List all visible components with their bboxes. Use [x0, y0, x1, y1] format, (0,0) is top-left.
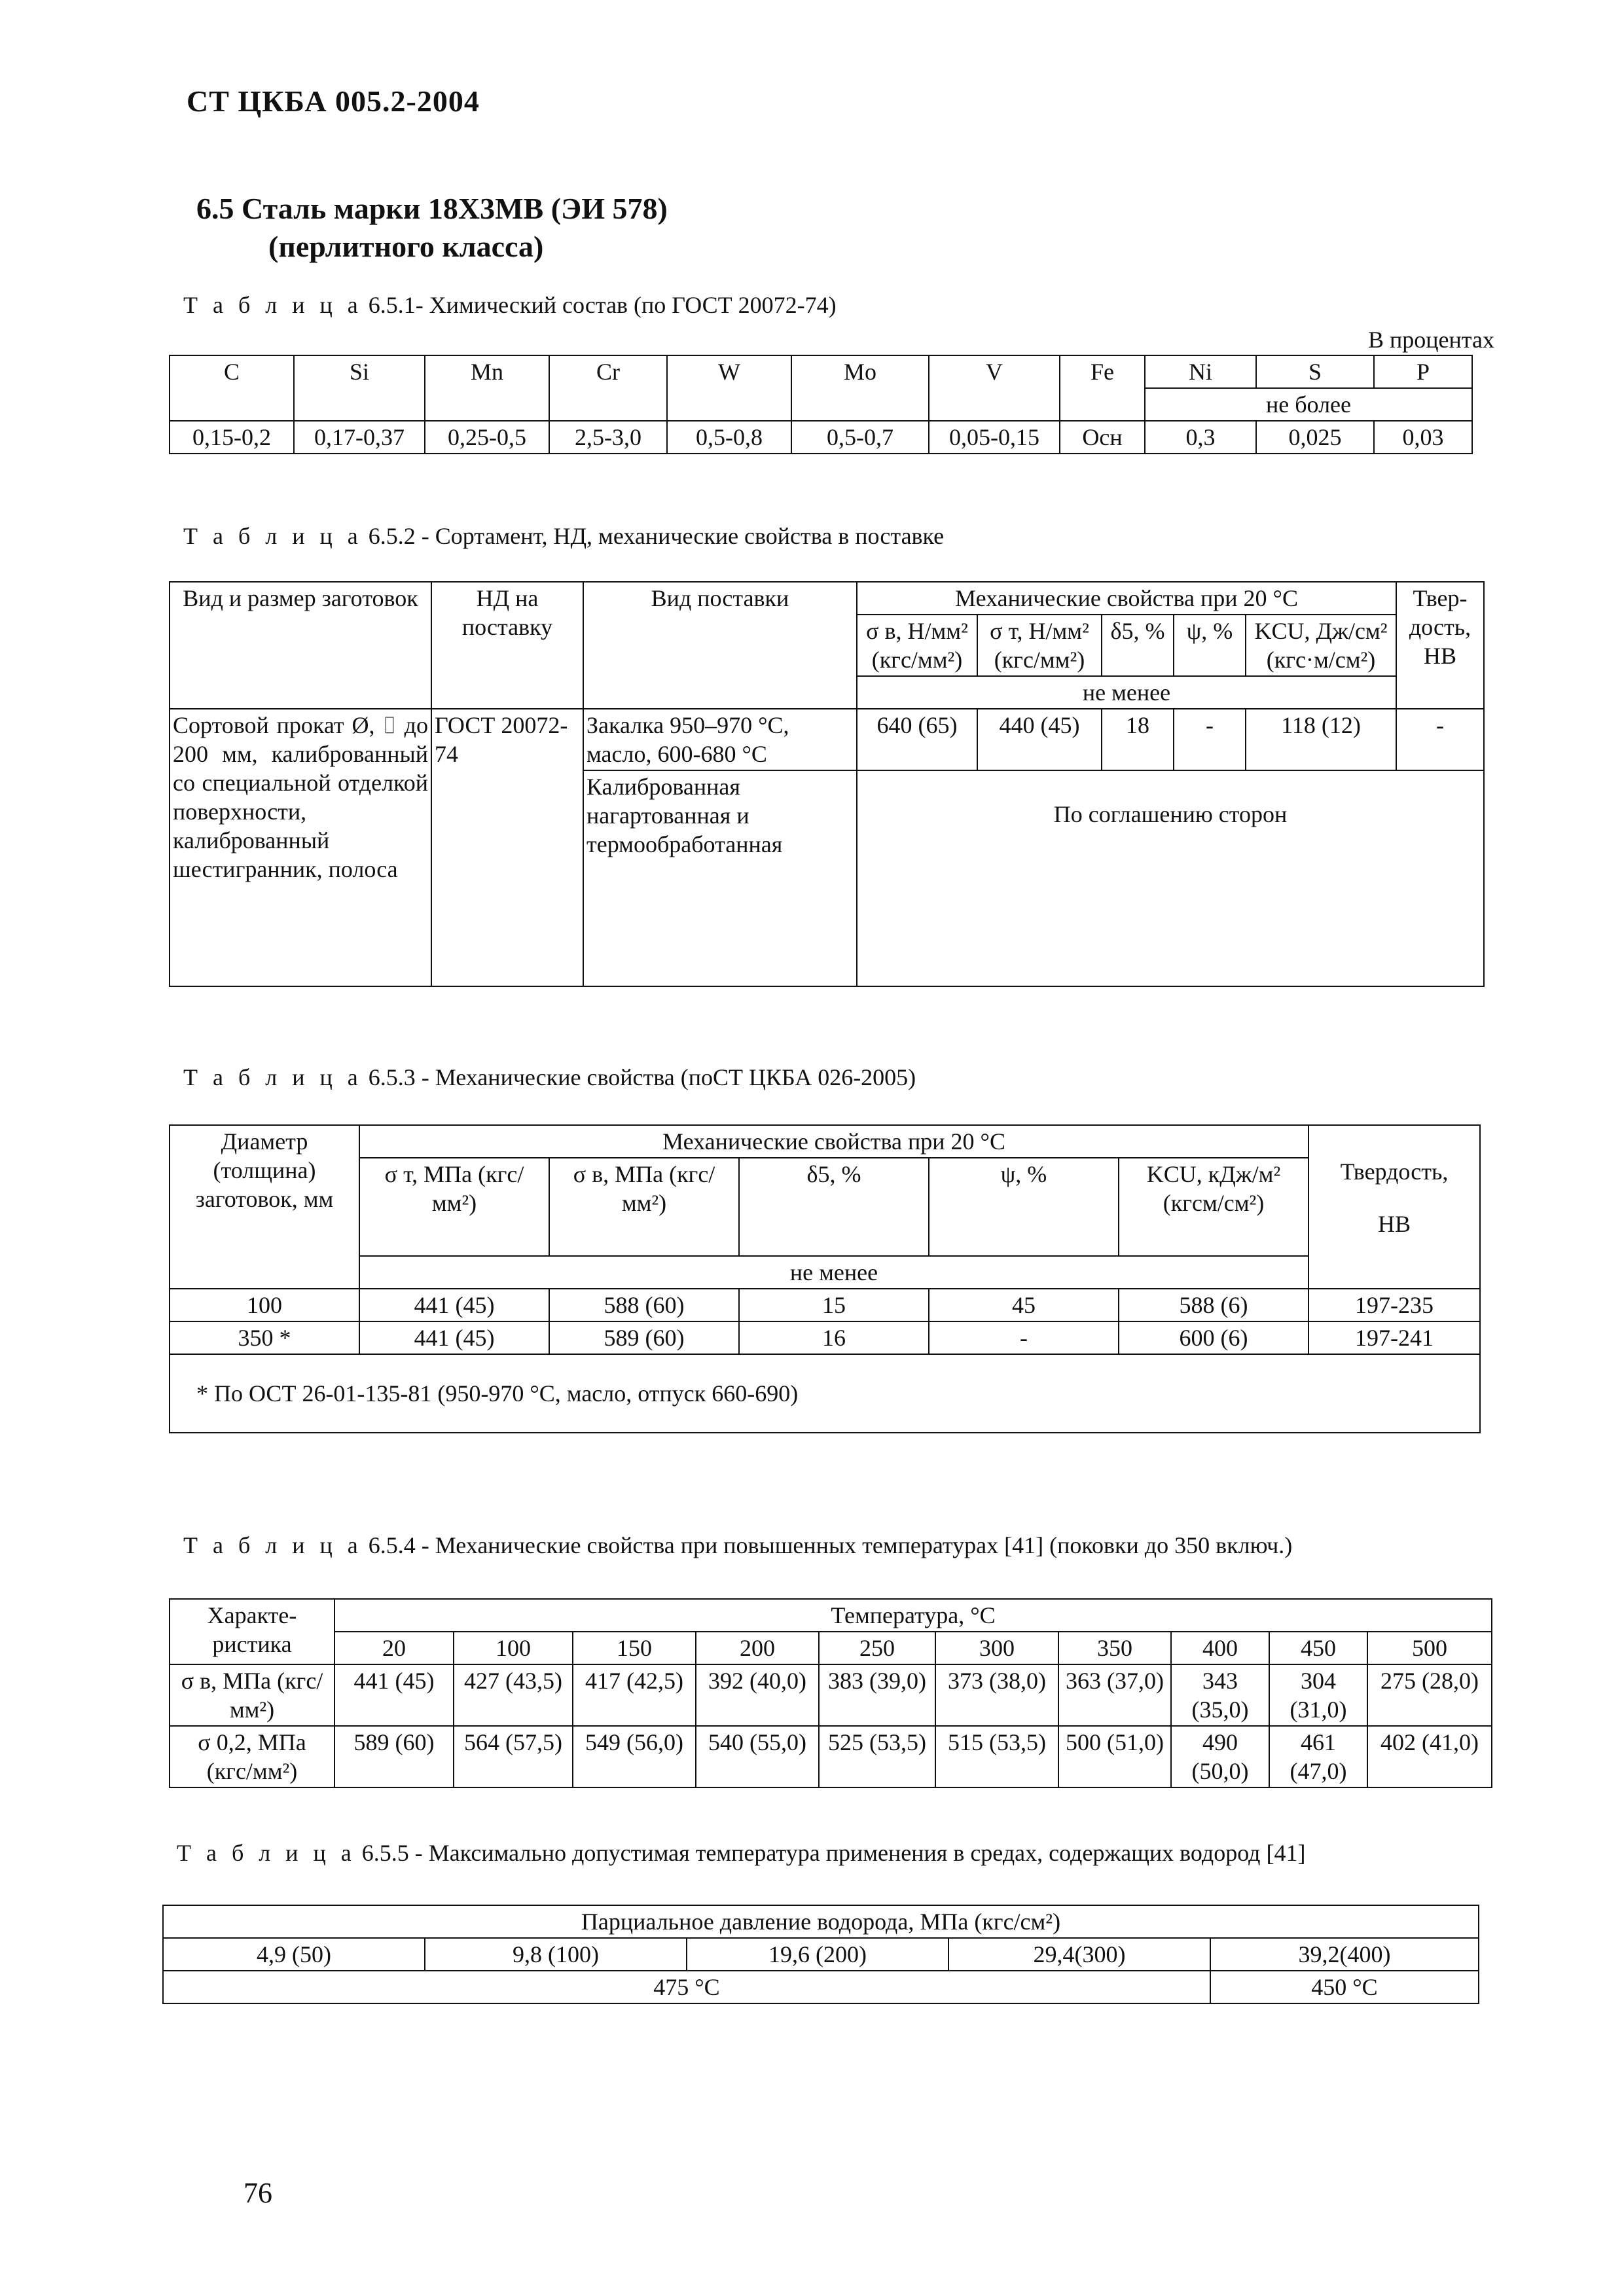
table-6-5-5: [162, 1905, 1479, 2004]
t2-row-agreement: По соглашению сторон: [857, 770, 1484, 986]
t4-row1-value: 304 (31,0): [1269, 1664, 1367, 1726]
t4-row1-label: σ в, МПа (кгс/мм²): [170, 1664, 334, 1726]
t1-header-cell: V: [929, 355, 1060, 421]
table-6-5-1: [169, 355, 1473, 454]
t4-temp: 350: [1058, 1632, 1171, 1664]
t3-footnote: * По ОСТ 26-01-135-81 (950-970 °С, масло, отпуск 660-690): [170, 1354, 1480, 1433]
table-6-5-2: [169, 581, 1485, 987]
table-6-5-4: [169, 1598, 1492, 1788]
t4-row2-label: σ 0,2, МПа (кгс/мм²): [170, 1726, 334, 1787]
t1-value: Осн: [1060, 421, 1145, 454]
t4-row1-value: 392 (40,0): [696, 1664, 819, 1726]
t4-row2-value: 589 (60): [334, 1726, 454, 1787]
t1-header-cell: C: [170, 355, 294, 421]
page-number: 76: [244, 2177, 272, 2209]
t2-head-psi: ψ, %: [1174, 615, 1246, 676]
t4-row1-value: 275 (28,0): [1367, 1664, 1492, 1726]
t1-header-cell: Fe: [1060, 355, 1145, 421]
t3-cell-hardness: 197-235: [1308, 1289, 1480, 1321]
t3-head-hardness-unit: НВ: [1378, 1211, 1411, 1237]
t4-row1-value: 373 (38,0): [935, 1664, 1058, 1726]
t3-head-hardness: [1308, 1125, 1480, 1289]
t4-row2-value: 490 (50,0): [1171, 1726, 1269, 1787]
table-6-5-1-unit: В процентах: [1368, 327, 1494, 353]
t4-temp: 400: [1171, 1632, 1269, 1664]
document-code: СТ ЦКБА 005.2-2004: [187, 84, 480, 118]
t4-row2-value: 461 (47,0): [1269, 1726, 1367, 1787]
t4-temp: 250: [819, 1632, 935, 1664]
t5-temp-1: 475 °С: [163, 1971, 1210, 2003]
t2-row-kcu: 118 (12): [1246, 709, 1396, 770]
t1-value: 0,03: [1374, 421, 1472, 454]
t2-row-vid: Сортовой прокат Ø, ⌷ до 200 мм, калиброванный со специальной отделкой поверхности, калиброванный шестигранник, полоса: [170, 709, 431, 986]
t5-head-pressure: Парциальное давление водорода, МПа (кгс/см²): [163, 1905, 1479, 1938]
t5-pressure: 9,8 (100): [425, 1938, 687, 1971]
table-6-5-3-caption: Т а б л и ц а 6.5.3 - Механические свойства (поСТ ЦКБА 026-2005): [183, 1064, 916, 1090]
t3-head-mech: Механические свойства при 20 °С: [359, 1125, 1308, 1158]
t4-temp: 100: [454, 1632, 573, 1664]
t3-head-not-less: не менее: [359, 1256, 1308, 1289]
t1-value: 0,5-0,7: [791, 421, 929, 454]
t4-temp: 20: [334, 1632, 454, 1664]
t4-row2-value: 500 (51,0): [1058, 1726, 1171, 1787]
t4-row2-value: 525 (53,5): [819, 1726, 935, 1787]
t1-subheader: не более: [1145, 388, 1472, 421]
t2-head-sigma-b: σ в, Н/мм² (кгс/мм²): [857, 615, 977, 676]
t4-row1-value: 363 (37,0): [1058, 1664, 1171, 1726]
section-title: [196, 190, 668, 266]
t4-row2-value: 402 (41,0): [1367, 1726, 1492, 1787]
t2-head-vid: Вид и размер заготовок: [170, 582, 431, 709]
t2-row-delta: 18: [1102, 709, 1174, 770]
section-title-line2: (перлитного класса): [268, 230, 544, 263]
t2-head-hardness: Твер-дость, НВ: [1396, 582, 1484, 709]
t4-row1-value: 427 (43,5): [454, 1664, 573, 1726]
t5-pressure: 39,2(400): [1210, 1938, 1479, 1971]
t2-head-not-less: не менее: [857, 676, 1396, 709]
table-6-5-4-caption: Т а б л и ц а 6.5.4 - Механические свойства при повышенных температурах [41] (поковки до 350 включ.): [183, 1532, 1293, 1558]
t5-pressure: 4,9 (50): [163, 1938, 425, 1971]
t3-cell-delta: 15: [739, 1289, 929, 1321]
t3-cell-psi: -: [929, 1321, 1119, 1354]
t3-cell-kcu: 600 (6): [1119, 1321, 1308, 1354]
t3-cell-sigma-b: 589 (60): [549, 1321, 739, 1354]
table-6-5-5-caption: Т а б л и ц а 6.5.5 - Максимально допустимая температура применения в средах, содержащих водород [41]: [177, 1840, 1306, 1866]
t1-header-cell: Cr: [549, 355, 667, 421]
table-6-5-2-caption: Т а б л и ц а 6.5.2 - Сортамент, НД, механические свойства в поставке: [183, 523, 945, 549]
t5-pressure: 19,6 (200): [687, 1938, 948, 1971]
t3-cell-sigma-t: 441 (45): [359, 1289, 549, 1321]
t5-pressure: 29,4(300): [948, 1938, 1210, 1971]
t2-row-post1: Закалка 950–970 °С, масло, 600-680 °С: [583, 709, 857, 770]
t2-head-nd: НД на поставку: [431, 582, 583, 709]
t2-head-sigma-t: σ т, Н/мм² (кгс/мм²): [977, 615, 1102, 676]
t3-head-sigma-b: σ в, МПа (кгс/мм²): [549, 1158, 739, 1256]
t2-row-hardness: -: [1396, 709, 1484, 770]
table-6-5-1-caption: Т а б л и ц а 6.5.1- Химический состав (по ГОСТ 20072-74): [183, 292, 837, 318]
t3-cell-sigma-t: 441 (45): [359, 1321, 549, 1354]
t4-head-temperature: Температура, °С: [334, 1599, 1492, 1632]
t2-head-delta: δ5, %: [1102, 615, 1174, 676]
t2-head-post: Вид поставки: [583, 582, 857, 709]
t2-row-sigma-t: 440 (45): [977, 709, 1102, 770]
t4-row2-value: 515 (53,5): [935, 1726, 1058, 1787]
t4-temp: 450: [1269, 1632, 1367, 1664]
t2-row-psi: -: [1174, 709, 1246, 770]
t4-head-characteristic: Характе-ристика: [170, 1599, 334, 1664]
t4-row2-value: 549 (56,0): [573, 1726, 696, 1787]
t3-cell-delta: 16: [739, 1321, 929, 1354]
t1-value: 0,3: [1145, 421, 1256, 454]
t4-temp: 500: [1367, 1632, 1492, 1664]
t3-cell-psi: 45: [929, 1289, 1119, 1321]
t4-row1-value: 417 (42,5): [573, 1664, 696, 1726]
t3-cell-hardness: 197-241: [1308, 1321, 1480, 1354]
t4-row1-value: 383 (39,0): [819, 1664, 935, 1726]
t4-row2-value: 540 (55,0): [696, 1726, 819, 1787]
t3-cell-kcu: 588 (6): [1119, 1289, 1308, 1321]
t3-cell-sigma-b: 588 (60): [549, 1289, 739, 1321]
t1-value: 0,25-0,5: [425, 421, 549, 454]
t5-temp-2: 450 °С: [1210, 1971, 1479, 2003]
t1-header-cell: Si: [294, 355, 425, 421]
t3-head-psi: ψ, %: [929, 1158, 1119, 1256]
t1-header-cell: Ni: [1145, 355, 1256, 388]
t4-temp: 150: [573, 1632, 696, 1664]
t1-header-cell: Mn: [425, 355, 549, 421]
t3-head-sigma-t: σ т, МПа (кгс/мм²): [359, 1158, 549, 1256]
t1-value: 0,05-0,15: [929, 421, 1060, 454]
t4-row1-value: 441 (45): [334, 1664, 454, 1726]
t2-row-sigma-b: 640 (65): [857, 709, 977, 770]
t2-row-post2: Калиброванная нагартованная и термообработанная: [583, 770, 857, 986]
t2-head-kcu: KCU, Дж/см² (кгс·м/см²): [1246, 615, 1396, 676]
t1-header-cell: S: [1256, 355, 1374, 388]
t3-head-kcu: KCU, кДж/м² (кгсм/см²): [1119, 1158, 1308, 1256]
table-6-5-3: [169, 1124, 1481, 1433]
t1-value: 0,025: [1256, 421, 1374, 454]
t1-header-cell: Mo: [791, 355, 929, 421]
t2-head-mech: Механические свойства при 20 °С: [857, 582, 1396, 615]
t3-head-delta: δ5, %: [739, 1158, 929, 1256]
t3-cell-diameter: 350 *: [170, 1321, 359, 1354]
t1-header-cell: W: [667, 355, 791, 421]
t4-temp: 300: [935, 1632, 1058, 1664]
t4-row2-value: 564 (57,5): [454, 1726, 573, 1787]
t2-row-nd: ГОСТ 20072-74: [431, 709, 583, 986]
t4-row1-value: 343 (35,0): [1171, 1664, 1269, 1726]
t3-cell-diameter: 100: [170, 1289, 359, 1321]
t1-value: 0,15-0,2: [170, 421, 294, 454]
t1-value: 0,17-0,37: [294, 421, 425, 454]
t1-header-cell: P: [1374, 355, 1472, 388]
t4-temp: 200: [696, 1632, 819, 1664]
t1-value: 2,5-3,0: [549, 421, 667, 454]
t1-value: 0,5-0,8: [667, 421, 791, 454]
t3-head-diameter: Диаметр (толщина) заготовок, мм: [170, 1125, 359, 1289]
t3-head-hardness-label: Твердость,: [1340, 1158, 1449, 1185]
section-title-line1: 6.5 Сталь марки 18Х3МВ (ЭИ 578): [196, 192, 668, 225]
